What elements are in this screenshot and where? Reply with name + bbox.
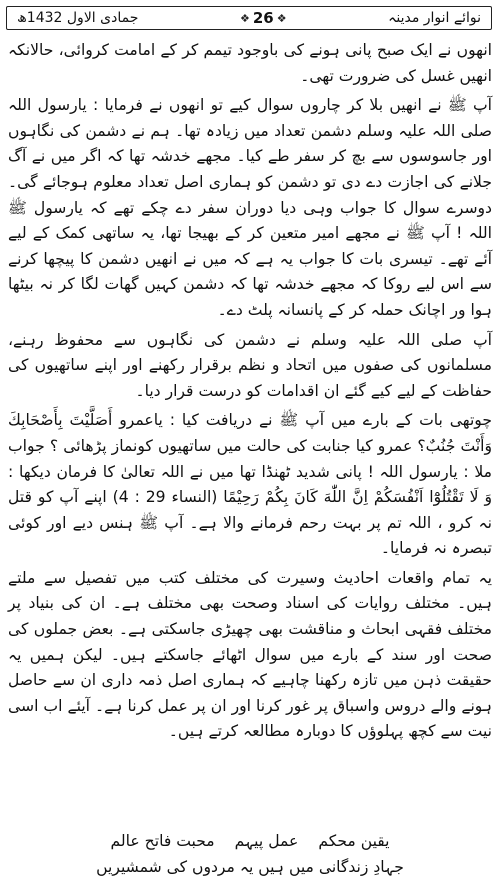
journal-title: نوائے انوار مدینہ (388, 10, 481, 26)
paragraph-3: آپ صلی اللہ علیہ وسلم نے دشمن کی نگاہوں سے محفوظ رہنے، مسلمانوں کی صفوں میں اتحاد و نظم برقرار رکھنے اور اپنے ساتھیوں کی حفاظت کے لیے کیے گئے ان اقدامات کو درست قرار دیا۔ (8, 330, 492, 400)
paragraph-5: یہ تمام واقعات احادیث وسیرت کی مختلف کتب میں تفصیل سے ملتے ہیں۔ مختلف روایات کی اسناد وصحت بھی مختلف ہے۔ ان کی بنیاد پر مختلف فقہی ابحاث و مناقشت بھی چھیڑی جاسکتی ہے۔ بعض جملوں کی صحت اور سند کے بارے میں سوال اٹھائے جاسکتے ہیں۔ لیکن ہمیں یہ حقیقت ذہن میں تازہ رکھنا چاہیے کہ ہماری اصل ذمہ داری ان سے حاصل ہونے والے دروس واسباق پر غور کرنا اور ان پر عمل کرنا ہے۔ آیئے اب اسی نیت سے کچھ پہلوؤں کا دوبارہ مطالعہ کرتے ہیں۔ (8, 568, 492, 741)
page-number-group (240, 9, 287, 27)
ornament-left-icon: ❖ (239, 11, 250, 25)
couplet-phrase-1: یقین محکم (318, 832, 390, 850)
paragraph-2: آپ ﷺ نے انھیں بلا کر چاروں سوال کیے تو انھوں نے فرمایا : یارسول اللہ صلی اللہ علیہ وسلم دشمن تعداد میں زیادہ تھا۔ ہم نے دشمن کی نگاہوں اور جاسوسوں سے بچ کر سفر طے کیا۔ مجھے خدشہ تھا کہ اگر میں نے آگ جلانے کی اجازت دے دی تو دشمن کو ہماری اصل تعداد معلوم ہوجائے گی۔ دوسرے سوال کا جواب وہی دیا دوران سفر دے چکے تھے کہ یارسول ﷺ اللہ ! آپ ﷺ نے مجھے امیر متعین کر کے بھیجا تھا، یہ ساتھی کمک کے لیے آئے تھے۔ تیسری بات کا جواب یہ ہے کہ میں نے انھیں دشمن کا پیچھا کرنے سے اس لیے روکا کہ مجھے خدشہ تھا کہ دشمن کہیں گھات لگا کر نہ بیٹھا ہوا ور اچانک حملہ کر کے پانسانہ پلٹ دے۔ (8, 96, 492, 319)
couplet-phrase-3: محبت فاتح عالم (110, 832, 215, 850)
issue-date: جمادی الاول 1432ھ (17, 10, 139, 26)
closing-couplet (0, 828, 500, 880)
couplet-line-1 (0, 828, 500, 854)
page-number: 26 (252, 9, 274, 27)
page-header (6, 6, 492, 30)
couplet-phrase-2: عمل پیہم (234, 832, 299, 850)
couplet-line-2: جہادِ زندگانی میں ہیں یہ مردوں کی شمشیریں (96, 858, 404, 876)
paragraph-4: چوتھی بات کے بارے میں آپ ﷺ نے دریافت کیا : یاعمرو أَصَلَّيْتَ بِأَصْحَابِكَ وَأَنْتَ جُنُبٌ؟ عمرو کیا جنابت کی حالت میں ساتھیوں کونماز پڑھائی ؟ جواب ملا : یارسول اللہ ! پانی شدید ٹھنڈا تھا میں نے اللہ تعالیٰ کا فرمان دیکھا : وَ لَا تَقْتُلُوْٓا اَنْفُسَكُمْ اِنَّ اللّٰهَ كَانَ بِكُمْ رَحِيْمًا (النساء 29 : 4) اپنے آپ کو قتل نہ کرو ، اللہ تم پر بہت رحم فرمانے والا ہے۔ آپ ﷺ ہنس دیے اور کوئی تبصرہ نہ فرمایا۔ (8, 411, 492, 558)
paragraph-1: انھوں نے ایک صبح پانی ہونے کی باوجود تیمم کر کے امامت کروائی، حالانکہ انھیں غسل کی ضرورت تھی۔ (8, 41, 492, 85)
ornament-right-icon: ❖ (276, 11, 287, 25)
article-body (8, 38, 492, 749)
